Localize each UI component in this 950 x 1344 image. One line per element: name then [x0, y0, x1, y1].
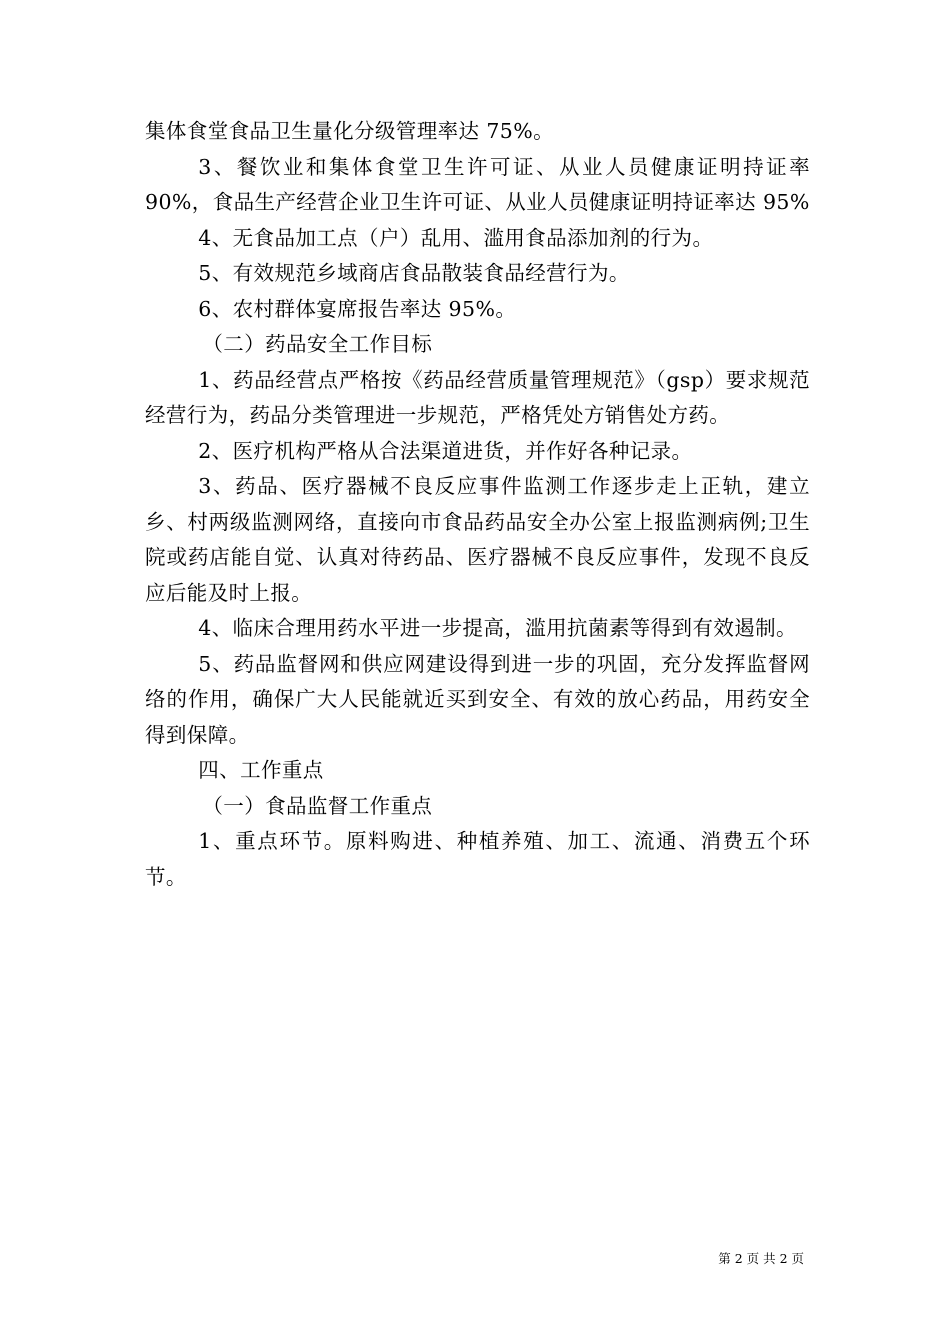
document-body — [145, 114, 810, 895]
paragraph-1: 集体食堂食品卫生量化分级管理率达 75%。 — [145, 119, 554, 143]
paragraph-11: 5、药品监督网和供应网建设得到进一步的巩固，充分发挥监督网络的作用，确保广大人民能就近买到安全、有效的放心药品，用药安全得到保障。 — [145, 651, 810, 747]
paragraph-9: 3、药品、医疗器械不良反应事件监测工作逐步走上正轨，建立乡、村两级监测网络，直接向市食品药品安全办公室上报监测病例;卫生院或药店能自觉、认真对待药品、医疗器械不良反应事件，发现不良反应后能及时上报。 — [145, 474, 810, 605]
paragraph-14: 1、重点环节。原料购进、种植养殖、加工、流通、消费五个环节。 — [145, 829, 810, 889]
section-heading-work-focus: 四、工作重点 — [198, 758, 324, 782]
paragraph-4: 5、有效规范乡域商店食品散装食品经营行为。 — [198, 261, 630, 285]
paragraph-8: 2、医疗机构严格从合法渠道进货，并作好各种记录。 — [198, 438, 693, 463]
section-heading-food-supervision: （一）食品监督工作重点 — [202, 793, 433, 818]
paragraph-3: 4、无食品加工点（户）乱用、滥用食品添加剂的行为。 — [198, 225, 714, 250]
paragraph-7: 1、药品经营点严格按《药品经营质量管理规范》（gsp）要求规范经营行为，药品分类管理进一步规范，严格凭处方销售处方药。 — [145, 367, 810, 427]
paragraph-2: 3、餐饮业和集体食堂卫生许可证、从业人员健康证明持证率 90%，食品生产经营企业卫生许可证、从业人员健康证明持证率达 95% — [145, 154, 810, 214]
section-heading-drug-safety-goals: （二）药品安全工作目标 — [202, 332, 433, 356]
paragraph-10: 4、临床合理用药水平进一步提高，滥用抗菌素等得到有效遏制。 — [198, 616, 797, 640]
page-number-footer: 第 2 页 共 2 页 — [718, 1251, 804, 1266]
paragraph-5: 6、农村群体宴席报告率达 95%。 — [198, 296, 517, 321]
